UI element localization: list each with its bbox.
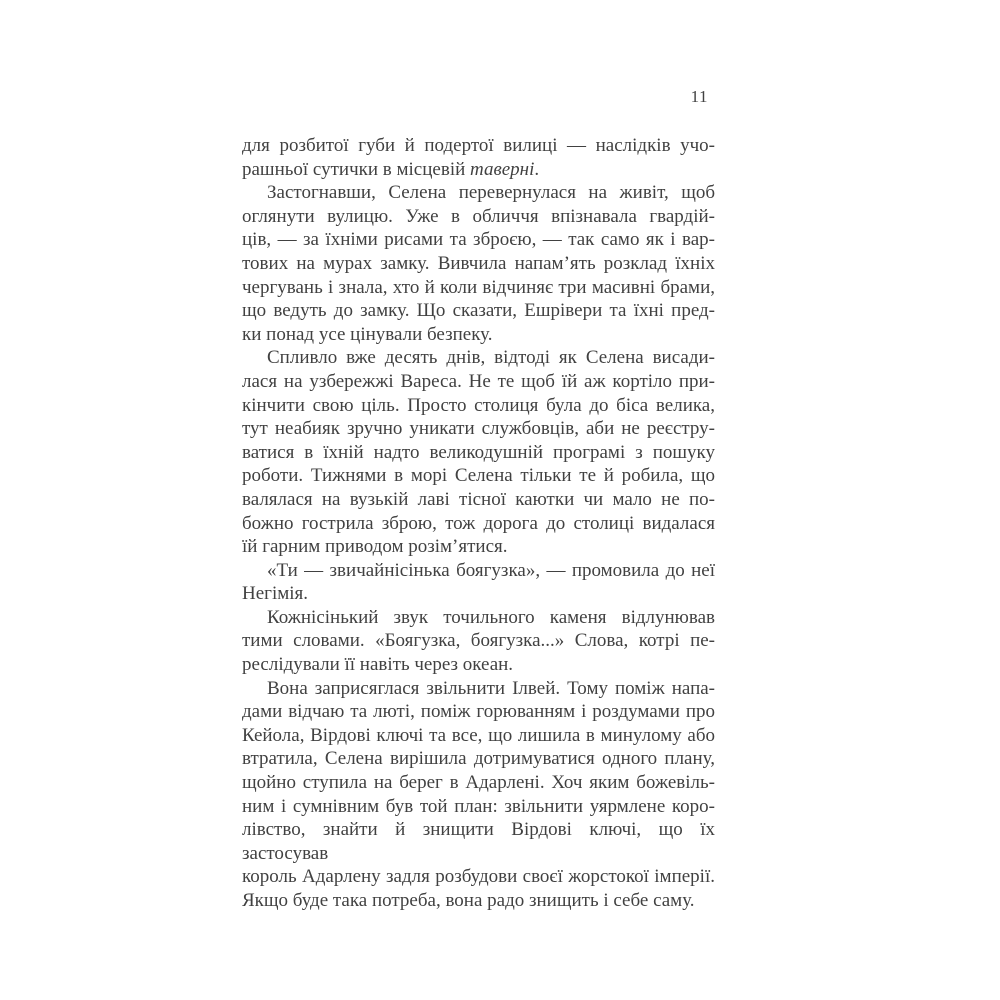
text-line (242, 323, 715, 347)
text-line (242, 417, 715, 441)
text-segment: ватися в їхній надто великодушній програмі з пошуку (242, 441, 715, 463)
text-segment: кінчити свою ціль. Просто столиця була до біса велика, (242, 394, 715, 416)
text-segment: валялася на вузькій лаві тісної каютки чи мало не по- (242, 488, 715, 510)
text-segment: втратила, Селена вирішила дотримуватися одного плану, (242, 748, 715, 770)
text-segment: Кейола, Вірдові ключі та все, що лишила в минулому або (242, 724, 715, 746)
text-line (242, 865, 715, 889)
italic-text: таверні (470, 158, 535, 180)
text-segment: Спливло вже десять днів, відтоді як Селена висади- (267, 347, 715, 369)
paragraph (242, 134, 715, 181)
text-line (242, 818, 715, 865)
text-segment: «Ти — звичайнісінька боягузка», — промовила до неї (267, 559, 715, 581)
text-segment: Негімія. (242, 583, 309, 605)
text-segment: ців, — за їхніми рисами та зброєю, — так само як і вар- (242, 229, 715, 251)
text-line (242, 205, 715, 229)
text-segment: рашньої сутички в місцевій (242, 158, 471, 180)
text-segment: дами відчаю та люті, поміж горюванням і роздумами про (242, 701, 715, 723)
text-line (242, 228, 715, 252)
text-line (242, 889, 715, 913)
text-line (242, 512, 715, 536)
text-segment: тут неабияк зручно уникати службовців, аби не реєстру- (242, 418, 715, 440)
text-line (242, 158, 715, 182)
text-segment: ним і сумнівним був той план: звільнити уярмлене коро- (242, 795, 715, 817)
text-segment: ки понад усе цінували безпеку. (242, 323, 493, 345)
text-line (242, 464, 715, 488)
text-line (242, 724, 715, 748)
text-line (242, 394, 715, 418)
text-line (242, 252, 715, 276)
text-segment: король Адарлену задля розбудови своєї жорстокої імперії. (242, 866, 715, 888)
text-segment: . (534, 158, 540, 180)
text-segment: Застогнавши, Селена перевернулася на живіт, щоб (267, 182, 715, 204)
text-line (242, 488, 715, 512)
text-segment: що ведуть до замку. Що сказати, Ешрівери та їхні пред- (242, 300, 715, 322)
text-line (242, 299, 715, 323)
text-segment: божно гострила зброю, тож дорога до столиці видалася (242, 512, 715, 534)
text-line (242, 134, 715, 158)
paragraph (242, 181, 715, 346)
text-line (242, 181, 715, 205)
paragraph (242, 677, 715, 913)
text-line (242, 677, 715, 701)
text-segment: Вона заприсяглася звільнити Ілвей. Тому поміж напа- (267, 677, 715, 699)
text-line (242, 346, 715, 370)
text-segment: чергувань і знала, хто й коли відчиняє три масивні брами, (242, 276, 715, 298)
text-segment: щойно ступила на берег в Адарлені. Хоч яким божевіль- (242, 772, 715, 794)
paragraph (242, 559, 715, 606)
text-line (242, 771, 715, 795)
text-segment: їй гарним приводом розім’ятися. (242, 536, 508, 558)
text-segment: тими словами. «Боягузка, боягузка...» Слова, котрі пе- (242, 630, 715, 652)
text-line (242, 700, 715, 724)
text-segment: реслідували її навіть через океан. (242, 654, 514, 676)
text-segment: для розбитої губи й подертої вилиці — наслідків учо- (242, 135, 715, 156)
text-segment: тових на мурах замку. Вивчила напам’ять розклад їхніх (242, 252, 715, 274)
text-block (242, 134, 715, 913)
text-segment: Кожнісінький звук точильного каменя відлунював (267, 606, 715, 628)
text-line (242, 559, 715, 583)
text-line (242, 653, 715, 677)
text-line (242, 795, 715, 819)
text-segment: Якщо буде така потреба, вона радо знищить і себе саму. (242, 890, 695, 911)
text-line (242, 629, 715, 653)
text-line (242, 747, 715, 771)
text-line (242, 370, 715, 394)
paragraph (242, 346, 715, 558)
page-number: 11 (690, 87, 708, 106)
text-line (242, 441, 715, 465)
text-line (242, 276, 715, 300)
text-line (242, 606, 715, 630)
text-line (242, 535, 715, 559)
text-segment: лася на узбережжі Вареса. Не те щоб їй аж кортіло при- (242, 370, 715, 392)
text-segment: роботи. Тижнями в морі Селена тільки те й робила, що (242, 465, 715, 487)
text-segment: оглянути вулицю. Уже в обличчя впізнавала гвардій- (242, 205, 715, 227)
text-segment: лівство, знайти й знищити Вірдові ключі, що їх застосував (242, 819, 715, 864)
paragraph (242, 606, 715, 677)
text-line (242, 582, 715, 606)
